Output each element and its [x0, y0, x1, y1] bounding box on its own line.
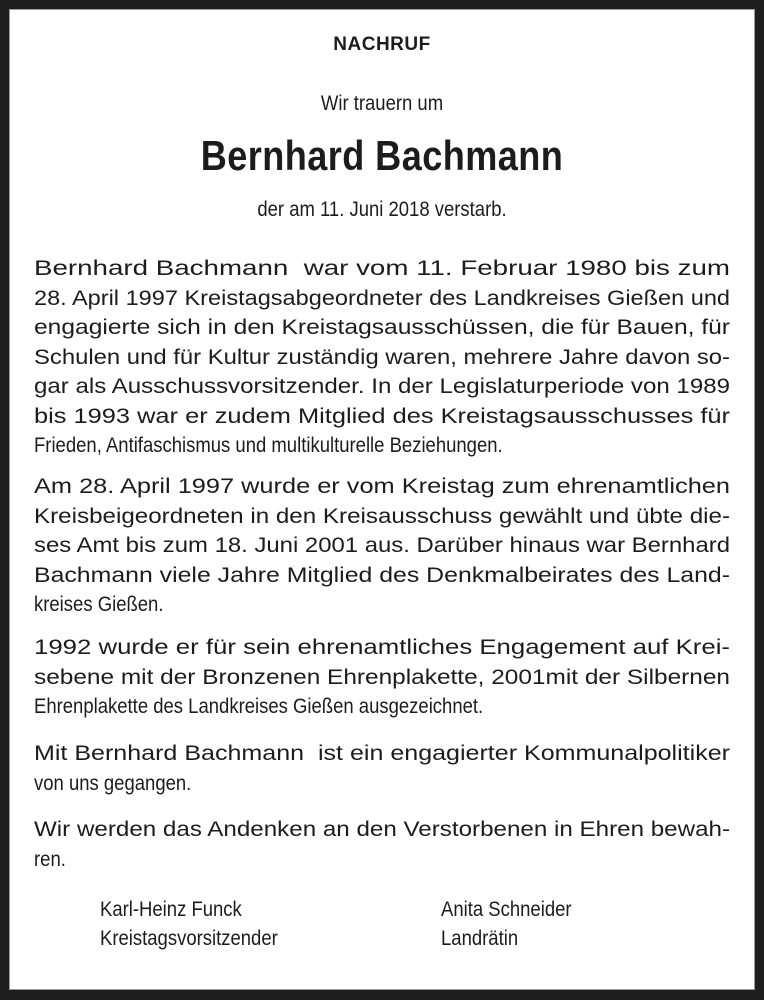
paragraph-2-line — [34, 502, 730, 530]
signatory-2-name: Anita Schneider — [441, 897, 572, 921]
paragraph-line-text: gar als Ausschussvorsitzender. In der Legislaturperiode von 1989 — [34, 374, 730, 398]
paragraph-1-line — [34, 372, 730, 400]
paragraph-line-text: engagierte sich in den Kreistagsausschüssen, die für Bauen, für — [34, 315, 731, 339]
paragraph-line-text: Frieden, Antifaschismus und multikulturelle Beziehungen. — [34, 433, 503, 457]
paragraph-3-line — [34, 692, 730, 720]
paragraph-1-line — [34, 313, 730, 341]
paragraph-3-line — [34, 663, 730, 691]
paragraph-2-line — [34, 472, 730, 500]
paragraph-line-text: 1992 wurde er für sein ehrenamtliches Engagement auf Krei- — [34, 635, 730, 659]
paragraph-line-text: Kreisbeigeordneten in den Kreisausschuss gewählt und übte die- — [34, 503, 730, 528]
paragraph-line-text: sebene mit der Bronzenen Ehrenplakette, 2001mit der Silbernen — [34, 664, 730, 689]
signatory-1-title: Kreistagsvorsitzender — [100, 926, 278, 950]
paragraph-line-text: Wir werden das Andenken an den Verstorbenen in Ehren bewah- — [34, 817, 730, 841]
paragraph-5-line — [34, 815, 730, 843]
paragraph-4-line — [34, 739, 730, 767]
paragraph-line-text: Mit Bernhard Bachmann ist ein engagierter Kommunalpolitiker — [34, 741, 730, 765]
paragraph-1-line — [34, 431, 730, 459]
paragraph-1-line — [34, 254, 730, 282]
obituary-heading: NACHRUF — [333, 34, 431, 55]
intro-text: Wir trauern um — [320, 92, 444, 115]
paragraph-2-line — [34, 590, 730, 618]
paragraph-line-text: Ehrenplakette des Landkreises Gießen ausgezeichnet. — [34, 694, 484, 718]
paragraph-3-line — [34, 633, 730, 661]
death-date-line: der am 11. Juni 2018 verstarb. — [257, 198, 507, 221]
deceased-name: Bernhard Bachmann — [200, 132, 564, 179]
paragraph-line-text: Bachmann viele Jahre Mitglied des Denkmalbeirates des Land- — [34, 562, 730, 587]
paragraph-line-text: Schulen und für Kultur zuständig waren, mehrere Jahre davon so- — [34, 344, 730, 369]
paragraph-1-line — [34, 402, 730, 430]
paragraph-line-text: bis 1993 war er zudem Mitglied des Kreistagsausschusses für — [34, 403, 730, 428]
paragraph-5-line — [34, 845, 730, 873]
paragraph-2-line — [34, 561, 730, 589]
signatory-1-name: Karl-Heinz Funck — [100, 897, 242, 921]
paragraph-line-text: Am 28. April 1997 wurde er vom Kreistag zum ehrenamtlichen — [34, 474, 730, 498]
paragraph-line-text: Bernhard Bachmann war vom 11. Februar 1980 bis zum — [34, 256, 730, 280]
paragraph-line-text: kreises Gießen. — [34, 592, 164, 616]
paragraph-1-line — [34, 284, 730, 312]
paragraph-line-text: ses Amt bis zum 18. Juni 2001 aus. Darüber hinaus war Bernhard — [34, 533, 730, 557]
paragraph-line-text: von uns gegangen. — [34, 770, 192, 795]
paragraph-4-line — [34, 769, 730, 797]
paragraph-line-text: 28. April 1997 Kreistagsabgeordneter des Landkreises Gießen und — [34, 285, 730, 310]
signatory-2-title: Landrätin — [441, 926, 519, 950]
paragraph-line-text: ren. — [34, 846, 66, 871]
paragraph-1-line — [34, 343, 730, 371]
paragraph-2-line — [34, 531, 730, 559]
